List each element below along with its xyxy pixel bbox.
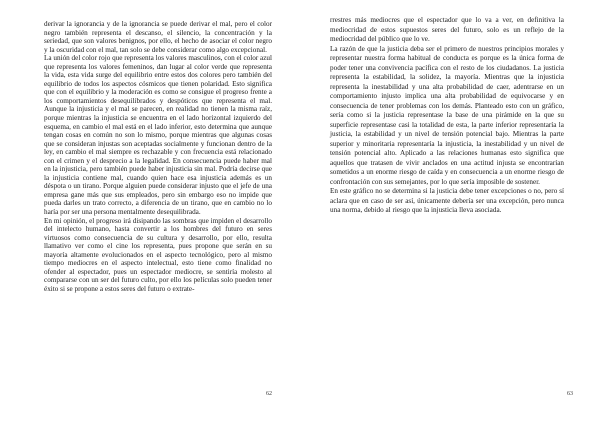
left-paragraph-1: derivar la ignorancia y de la ignorancia se puede derivar el mal, pero el color negro también representa el descanso, el silencio, la concentración y la seriedad, que son valores benignos, por ello, el hecho de asociar el color negro y la oscuridad con el mal, tan solo se debe considerar como algo excepcional. — [44, 20, 272, 54]
right-paragraph-3: En este gráfico no se determina si la justicia debe tener excepciones o no, pero sí aclara que en caso de ser así, únicamente debería ser una excepción, pero nunca una norma, debido al riesgo que la injusticia lleva asociada. — [330, 187, 564, 214]
left-paragraph-2: La unión del color rojo que representa los valores masculinos, con el color azul que representa los valores femeninos, dan lugar al color verde que representa la vida, esta vida surge del equilibrio entre estos dos colores pero también del equilibrio de todos los aspectos cósmicos que tienen polaridad. Esto significa que con el equilibrio y la moderación es como se consigue el progreso frente a los comportamientos desequilibrados y despóticos que representa el mal. Aunque la injusticia y el mal se parecen, en realidad no tienen la misma raíz, porque mientras la injusticia se encuentra en el lado horizontal izquierdo del esquema, en cambio el mal está en el lado inferior, esto determina que aunque tengan cosas en común no son lo mismo, porque mientras que algunas cosas que se consideran injustas son aceptadas socialmente y funcionan dentro de la ley, en cambio el mal siempre es rechazable y con frecuencia está relacionado con el crimen y el desprecio a la legalidad. En consecuencia puede haber mal en la injusticia, pero también puede haber injusticia sin mal. Podría decirse que la injusticia contiene mal, cuando quien hace esa injusticia además es un déspota o un tirano. Porque alguien puede considerar injusto que el jefe de una empresa gane más que sus empleados, pero sin embargo eso no impide que pueda darles un trato correcto, a diferencia de un tirano, que en cambio no lo haría por ser una persona mentalmente desequilibrada. — [44, 54, 272, 217]
left-paragraph-3: En mi opinión, el progreso irá disipando las sombras que impiden el desarrollo del intelecto humano, hasta convertir a los hombres del futuro en seres virtuosos como consecuencia de su cultura y desarrollo, por ello, resulta llamativo ver como el cine los representa, pues propone que serán en su mayoría altamente evolucionados en el aspecto tecnológico, pero al mismo tiempo mediocres en el aspecto intelectual, esto tiene como finalidad no ofender al espectador, pues un espectador mediocre, se sentiría molesto al compararse con un ser del futuro culto, por ello los películas solo pueden tener éxito si se propone a estos seres del futuro o extrate- — [44, 216, 272, 293]
left-text-column — [44, 20, 272, 294]
right-text-column — [330, 16, 564, 216]
right-paragraph-2: La razón de que la justicia deba ser el primero de nuestros principios morales y representar nuestra forma habitual de conducta es porque es la única forma de poder tener una convivencia pacífica con el resto de los ciudadanos. La justicia representa la estabilidad, la solidez, la mayoría. Mientras que la injusticia representa la inestabilidad y una alta probabilidad de caer, adentrarse en un comportamiento injusto implica una alta probabilidad de equivocarse y en consecuencia de tener problemas con los demás. Planteado esto con un gráfico, sería como si la justicia representase la base de una pirámide en la que su superficie representase casi la totalidad de esta, la parte inferior representaría la justicia, la estabilidad y un nivel de tensión potencial bajo. Mientras la parte superior y minoritaria representaría la injusticia, la inestabilidad y un nivel de tensión potencial alto. Aplicado a las relaciones humanas esto significa que aquellos que tratasen de vivir anclados en una actitud injusta se encontrarían sometidos a un enorme riesgo de caída y en consecuencia a un enorme riesgo de confrontación con sus semejantes, por lo que sería imposible de sostener. — [330, 44, 564, 186]
right-page — [300, 0, 600, 424]
right-paragraph-1: rrestres más mediocres que el espectador que lo va a ver, en definitiva la mediocridad de estos supuestos seres del futuro, solo es un reflejo de la mediocridad del público que lo ve. — [330, 16, 564, 43]
right-page-number: 63 — [567, 391, 573, 397]
left-page-number: 62 — [266, 391, 272, 397]
